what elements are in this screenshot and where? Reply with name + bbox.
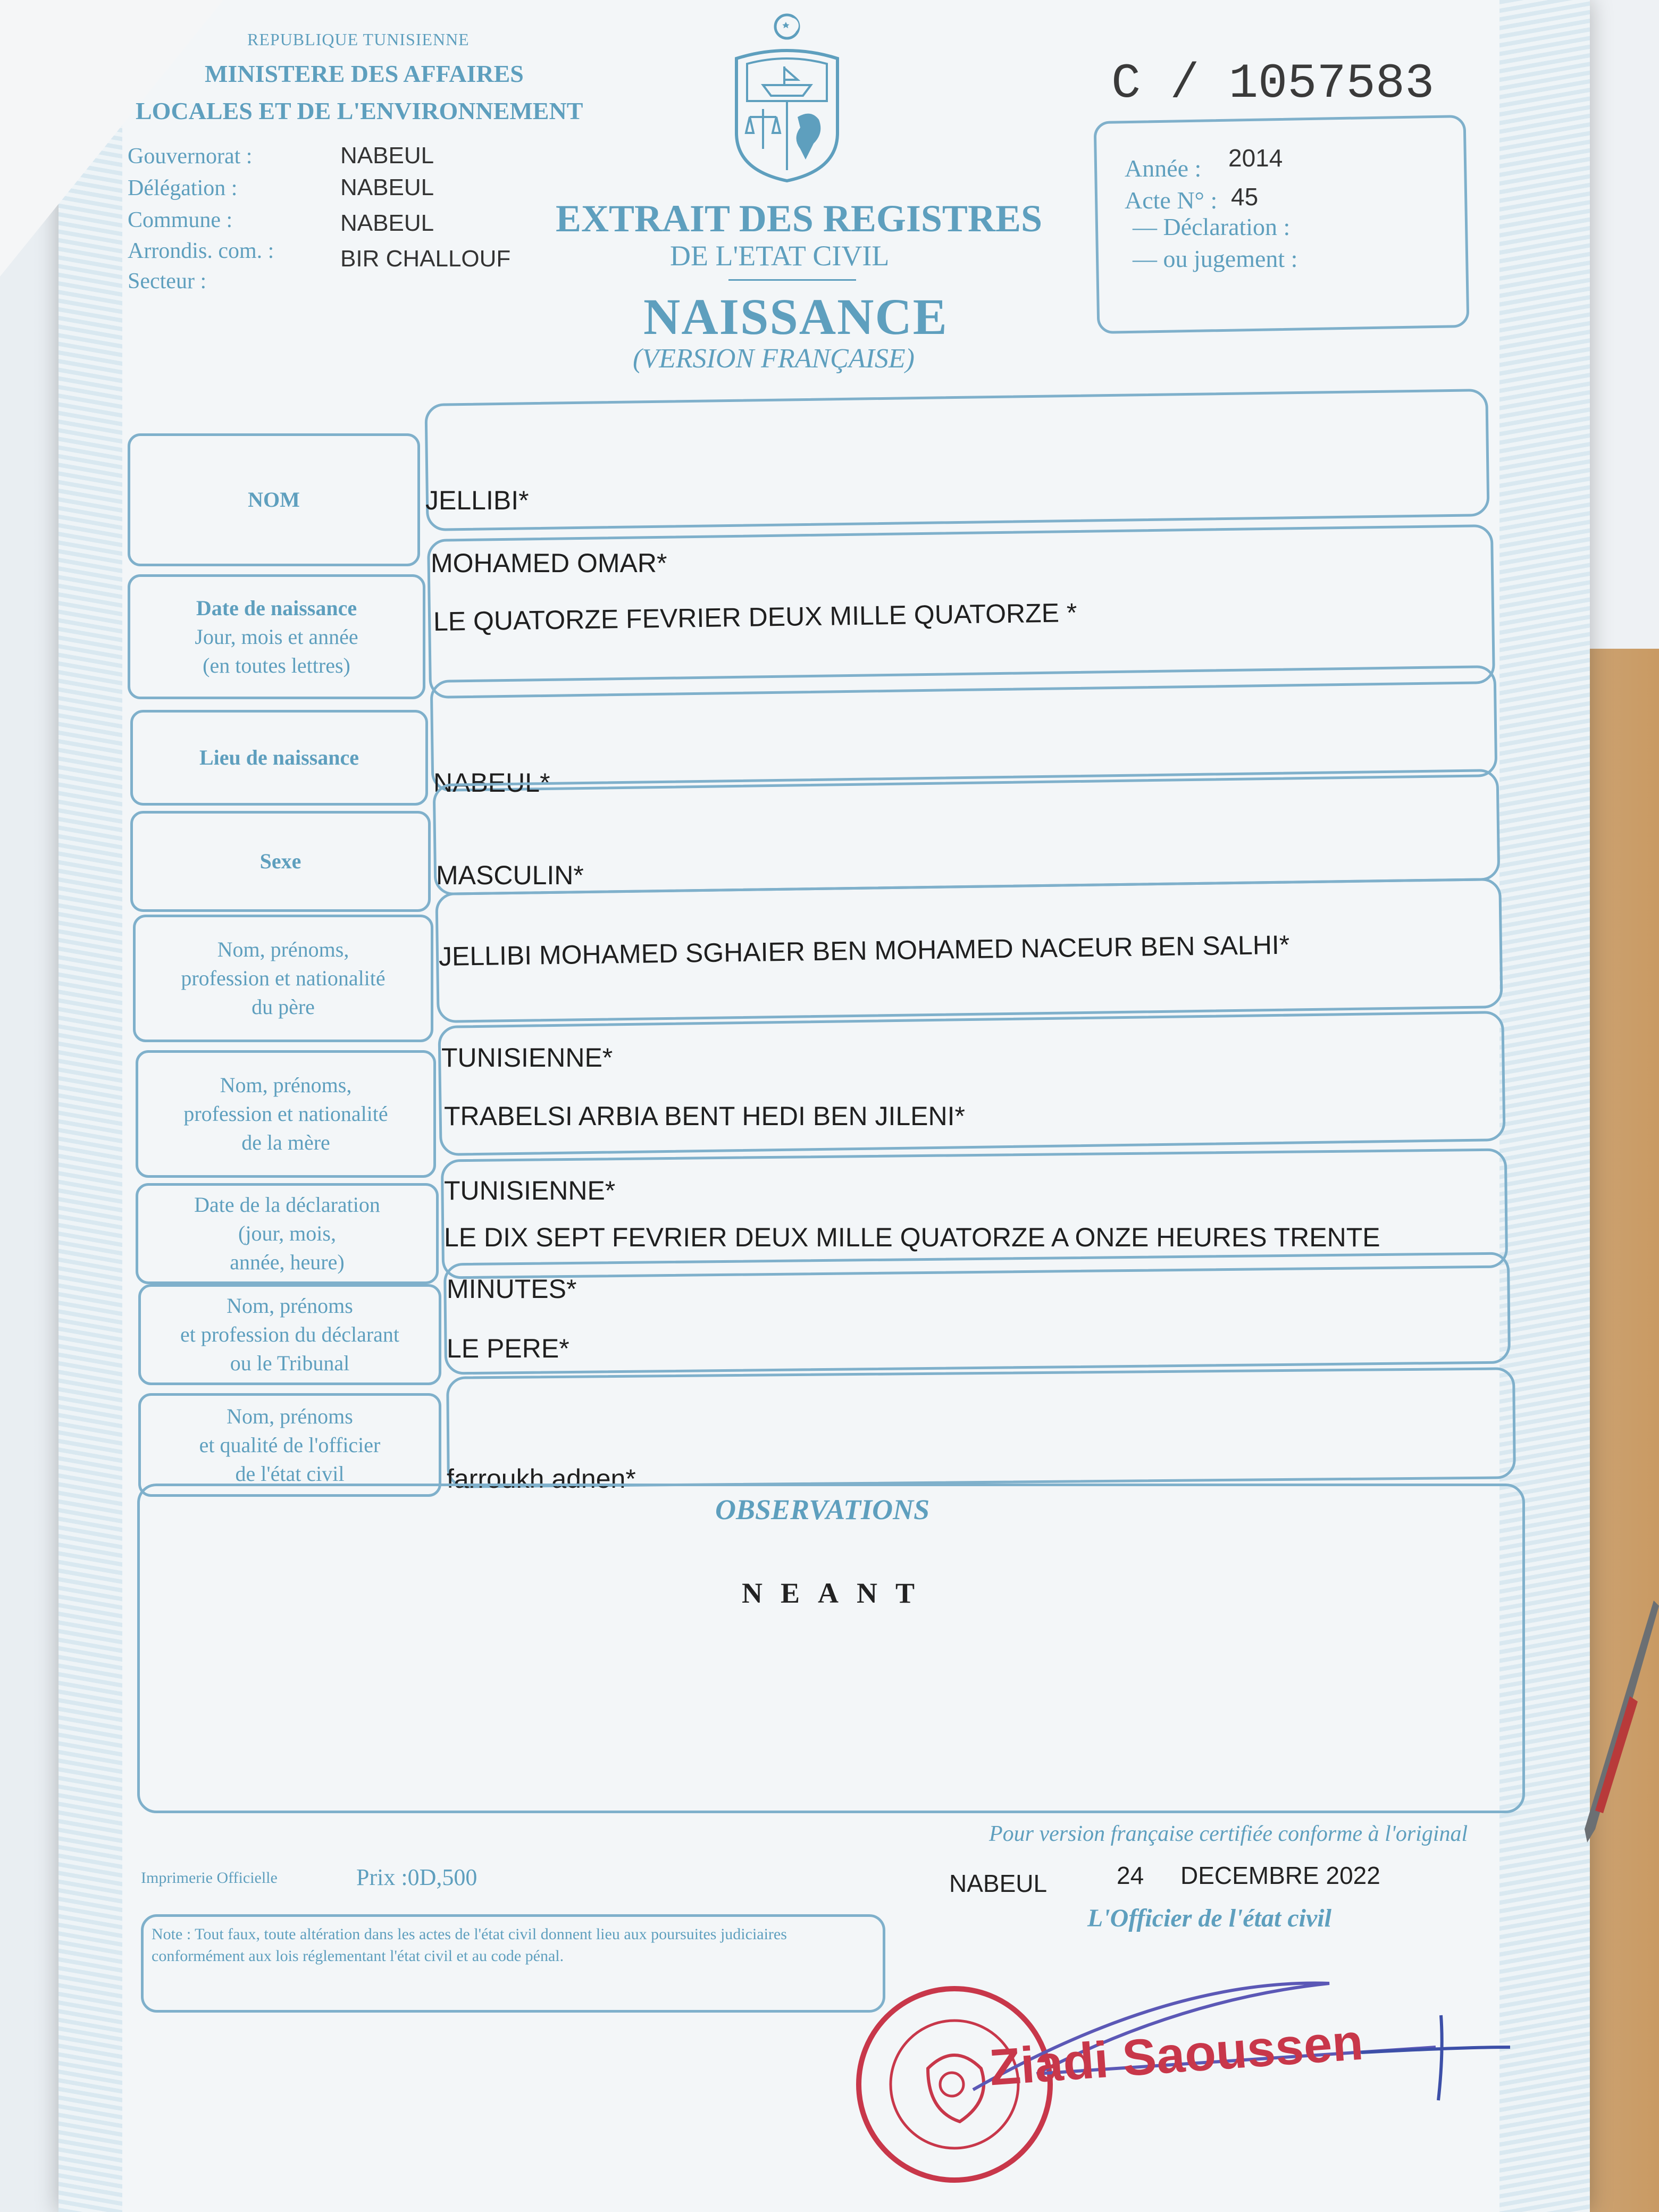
certification-text: Pour version française certifiée conforme à l'original (989, 1822, 1468, 1846)
declarant-label-line3: ou le Tribunal (230, 1351, 350, 1375)
pere-label-line1: Nom, prénoms, (217, 937, 349, 961)
observations-value: NEANT (742, 1577, 933, 1609)
ministry-line2: LOCALES ET DE L'ENVIRONNEMENT (136, 97, 583, 124)
date-value: LE QUATORZE FEVRIER DEUX MILLE QUATORZE * (433, 598, 1077, 636)
date-label-line1: Date de naissance (196, 596, 357, 620)
nom-prenoms-label-box (128, 433, 420, 566)
title-naissance: NAISSANCE (643, 288, 948, 345)
declarant-label-box (138, 1284, 441, 1385)
date-label-line3: (en toutes lettres) (203, 653, 350, 677)
sexe-value: MASCULIN* (436, 860, 584, 890)
officier-title: L'Officier de l'état civil (1087, 1904, 1331, 1932)
sexe-label: Sexe (259, 849, 301, 873)
issue-city: NABEUL (949, 1870, 1048, 1897)
pen-icon (1574, 1601, 1659, 1845)
pere-label-line3: du père (252, 995, 315, 1019)
issue-month-year: DECEMBRE 2022 (1180, 1862, 1380, 1889)
secteur-label: Secteur : (128, 269, 207, 294)
mere-value-box (438, 1011, 1505, 1156)
left-border-pattern (58, 0, 122, 2212)
delegation-label: Délégation : (128, 176, 238, 200)
officier-label-line2: et qualité de l'officier (199, 1432, 381, 1457)
annee-value: 2014 (1228, 144, 1283, 172)
pere-nationality: TUNISIENNE* (441, 1043, 613, 1073)
issue-day: 24 (1117, 1862, 1144, 1889)
arrondis-value: BIR CHALLOUF (340, 246, 511, 272)
prix-label: Prix :0D,500 (356, 1864, 477, 1890)
acte-value: 45 (1231, 183, 1259, 211)
commune-label: Commune : (128, 208, 233, 232)
commune-value: NABEUL (340, 210, 434, 236)
declaration-label: — Déclaration : (1133, 213, 1291, 240)
title-extrait: EXTRAIT DES REGISTRES (556, 197, 1043, 240)
nom-value: JELLIBI* (425, 485, 529, 515)
lieu-label: Lieu de naissance (199, 745, 359, 769)
prenoms-value: MOHAMED OMAR* (431, 548, 667, 578)
legal-note: Note : Tout faux, toute altération dans les actes de l'état civil donnent lieu aux poursuites judiciaires conformément aux lois réglementant l'état civil et au code pénal. (152, 1925, 787, 1965)
serial-number: C / 1057583 (1111, 56, 1435, 112)
mere-value: TRABELSI ARBIA BENT HEDI BEN JILENI* (444, 1101, 965, 1131)
annee-label: Année : (1125, 155, 1202, 182)
lieu-value: NABEUL* (433, 768, 550, 798)
pere-label-line2: profession et nationalité (181, 966, 386, 990)
declarant-label-line1: Nom, prénoms (227, 1294, 353, 1318)
declaration-label-box (136, 1183, 439, 1284)
republic-label: REPUBLIQUE TUNISIENNE (247, 30, 470, 49)
delegation-value: NABEUL (340, 174, 434, 200)
title-etat-civil: DE L'ETAT CIVIL (670, 240, 890, 272)
arrondis-label: Arrondis. com. : (128, 239, 274, 263)
lieu-label-box (130, 710, 428, 806)
ministry-line1: MINISTERE DES AFFAIRES (205, 60, 524, 87)
declarant-value: LE PERE* (447, 1334, 569, 1363)
nom-label: NOM (248, 488, 300, 512)
tunisia-coat-of-arms-icon (726, 11, 848, 186)
declaration-label-line3: année, heure) (230, 1250, 345, 1274)
declaration-label-line2: (jour, mois, (238, 1221, 336, 1245)
folded-corner (0, 0, 223, 276)
officer-signature: Ziadi Saoussen (987, 2013, 1365, 2097)
mere-label-box (136, 1050, 436, 1178)
imprimerie-label: Imprimerie Officielle (141, 1869, 278, 1887)
pere-value: JELLIBI MOHAMED SGHAIER BEN MOHAMED NACEUR BEN SALHI* (438, 929, 1290, 971)
date-label-line2: Jour, mois et année (195, 624, 358, 649)
officier-value: farroukh adnen* (447, 1464, 636, 1494)
officier-label-box (138, 1393, 441, 1497)
declarant-label-line2: et profession du déclarant (180, 1322, 400, 1346)
pere-label-box (133, 915, 433, 1042)
date-label-box (128, 574, 425, 699)
officier-label-line3: de l'état civil (235, 1461, 345, 1486)
mere-label-line2: profession et nationalité (183, 1102, 388, 1126)
observations-box (137, 1484, 1525, 1813)
officier-label-line1: Nom, prénoms (227, 1404, 353, 1428)
mere-nationality: TUNISIENNE* (444, 1176, 616, 1205)
acte-label: Acte N° : (1125, 187, 1218, 214)
mere-label-line3: de la mère (241, 1130, 330, 1154)
sexe-value-box (433, 769, 1501, 895)
title-version: (VERSION FRANÇAISE) (633, 343, 915, 374)
mere-label-line1: Nom, prénoms, (220, 1073, 352, 1097)
gouvernorat-value: NABEUL (340, 143, 434, 169)
declarant-value-box (443, 1252, 1511, 1375)
gouvernorat-label: Gouvernorat : (128, 144, 253, 169)
right-border-pattern (1499, 0, 1590, 2212)
title-rule (728, 279, 856, 281)
sexe-label-box (130, 811, 431, 912)
jugement-label: — ou jugement : (1133, 245, 1298, 272)
observations-title: OBSERVATIONS (715, 1494, 930, 1526)
declaration-value-line2: MINUTES* (447, 1274, 577, 1304)
declaration-value-line1: LE DIX SEPT FEVRIER DEUX MILLE QUATORZE A ONZE HEURES TRENTE (444, 1222, 1380, 1252)
declaration-label-line1: Date de la déclaration (194, 1193, 380, 1217)
nom-value-box (424, 389, 1489, 531)
